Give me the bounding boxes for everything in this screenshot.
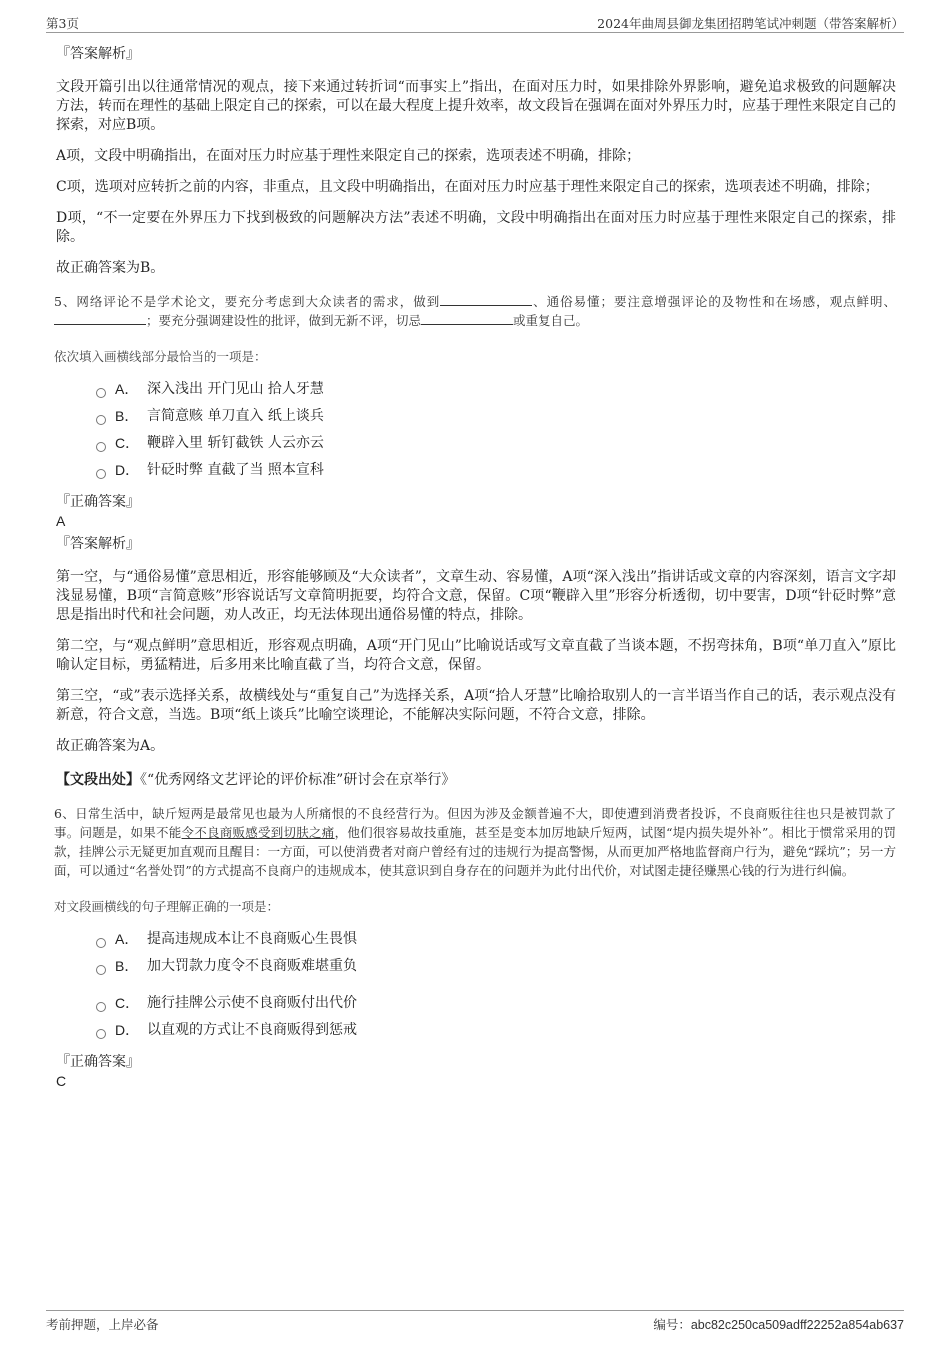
page-number: 第3页 (46, 16, 79, 31)
option-a[interactable]: A． 深入浅出 开门见山 拾人牙慧 (96, 376, 896, 403)
question-5-stem: 5、网络评论不是学术论文，要充分考虑到大众读者的需求，做到 、通俗易懂；要注意增强评论的及物性和在场感，观点鲜明、；要充分强调建设性的批评，做到无新不评，切忌 或重复自己。 (54, 294, 896, 328)
page-content (56, 44, 896, 1090)
page-header (46, 12, 904, 33)
option-b[interactable]: B． 言简意赅 单刀直入 纸上谈兵 (96, 403, 896, 430)
blank-line (54, 312, 146, 325)
correct-answer-value: C (56, 1073, 67, 1089)
question-6-options (96, 926, 896, 1044)
radio-button[interactable] (96, 442, 106, 452)
question-6-prompt: 对文段画横线的句子理解正确的一项是： (54, 899, 280, 914)
option-c[interactable]: C． 施行挂牌公示使不良商贩付出代价 (96, 990, 896, 1017)
radio-button[interactable] (96, 1029, 106, 1039)
question-5-options (96, 376, 896, 484)
option-d[interactable]: D． 以直观的方式让不良商贩得到惩戒 (96, 1017, 896, 1044)
correct-answer-value: A (56, 513, 66, 529)
radio-button[interactable] (96, 965, 106, 975)
analysis-paragraph: A项，文段中明确指出，在面对压力时应基于理性来限定自己的探索，选项表述不明确，排除； (56, 148, 641, 164)
question-6-stem: 6、日常生活中，缺斤短两是最常见也最为人所痛恨的不良经营行为。但因为涉及金额普遍不大，即使遭到消费者投诉，不良商贩往往也只是被罚款了事。问题是，如果不能令不良商贩感受到切肤之痛，他们很容易故技重施，甚至是变本加厉地缺斤短两，试图“堤内损失堤外补”。相比于惯常采用的罚款，挂牌公示无疑更加直观而且醒目：一方面，可以使消费者对商户曾经有过的违规行为提高警惕，从而更加严格地监督商户行为，避免“踩坑”；另一方面，可以通过“名誉处罚”的方式提高不良商户的违规成本，使其意识到自身存在的问题并为此付出代价，对试图走捷径赚黑心钱的行为进行纠偏。 (54, 806, 896, 878)
analysis-paragraph: 文段开篇引出以往通常情况的观点，接下来通过转折词“而事实上”指出，在面对压力时，如果排除外界影响，避免追求极致的问题解决方法，转而在理性的基础上限定自己的探索，可以在最大程度上提升效率，故文段旨在强调在面对外界压力时，应基于理性来限定自己的探索，对应B项。 (56, 79, 896, 133)
radio-button[interactable] (96, 415, 106, 425)
correct-answer-label: 『正确答案』 (56, 494, 140, 510)
analysis-label: 『答案解析』 (56, 46, 140, 62)
analysis-conclusion: 故正确答案为B。 (56, 260, 165, 276)
analysis-label: 『答案解析』 (56, 536, 140, 552)
analysis-paragraph: C项，选项对应转折之前的内容，非重点，且文段中明确指出，在面对压力时应基于理性来限定自己的探索，选项表述不明确，排除； (56, 179, 879, 195)
passage-source: 【文段出处】《“优秀网络文艺评论的评价标准”研讨会在京举行》 (56, 772, 456, 788)
analysis-conclusion: 故正确答案为A。 (56, 738, 165, 754)
blank-line (440, 293, 532, 306)
option-c[interactable]: C． 鞭辟入里 斩钉截铁 人云亦云 (96, 430, 896, 457)
underlined-sentence: 令不良商贩感受到切肤之痛 (181, 825, 335, 840)
question-5-prompt: 依次填入画横线部分最恰当的一项是： (54, 349, 267, 364)
radio-button[interactable] (96, 938, 106, 948)
correct-answer-label: 『正确答案』 (56, 1054, 140, 1070)
radio-button[interactable] (96, 469, 106, 479)
page-footer (46, 1310, 904, 1331)
option-d[interactable]: D． 针砭时弊 直截了当 照本宣科 (96, 457, 896, 484)
footer-slogan: 考前押题，上岸必备 (46, 1317, 159, 1332)
analysis-paragraph: 第二空，与“观点鲜明”意思相近，形容观点明确，A项“开门见山”比喻说话或写文章直截了当谈本题，不拐弯抹角，B项“单刀直入”原比喻认定目标，勇猛精进，后多用来比喻直截了当，均符合文意，保留。 (56, 638, 896, 673)
document-code: 编号：abc82c250ca509adff22252a854ab637 (653, 1318, 904, 1332)
radio-button[interactable] (96, 388, 106, 398)
radio-button[interactable] (96, 1002, 106, 1012)
analysis-paragraph: D项，“不一定要在外界压力下找到极致的问题解决方法”表述不明确，文段中明确指出在面对压力时应基于理性来限定自己的探索，排除。 (56, 210, 896, 245)
option-b[interactable]: B． 加大罚款力度令不良商贩难堪重负 (96, 953, 896, 980)
document-title: 2024年曲周县御龙集团招聘笔试冲刺题（带答案解析） (597, 16, 904, 31)
option-a[interactable]: A． 提高违规成本让不良商贩心生畏惧 (96, 926, 896, 953)
analysis-paragraph: 第一空，与“通俗易懂”意思相近，形容能够顾及“大众读者”，文章生动、容易懂，A项“深入浅出”指讲话或文章的内容深刻，语言文字却浅显易懂，B项“言简意赅”形容说话写文章简明扼要，均符合文意，保留。C项“鞭辟入里”形容分析透彻，切中要害，D项“针砭时弊”意思是指出时代和社会问题，劝人改正，均无法体现出通俗易懂的特点，排除。 (56, 569, 896, 623)
blank-line (421, 312, 513, 325)
analysis-paragraph: 第三空，“或”表示选择关系，故横线处与“重复自己”为选择关系，A项“拾人牙慧”比喻拾取别人的一言半语当作自己的话，表示观点没有新意，符合文意，当选。B项“纸上谈兵”比喻空谈理论，不能解决实际问题，不符合文意，排除。 (56, 688, 896, 723)
